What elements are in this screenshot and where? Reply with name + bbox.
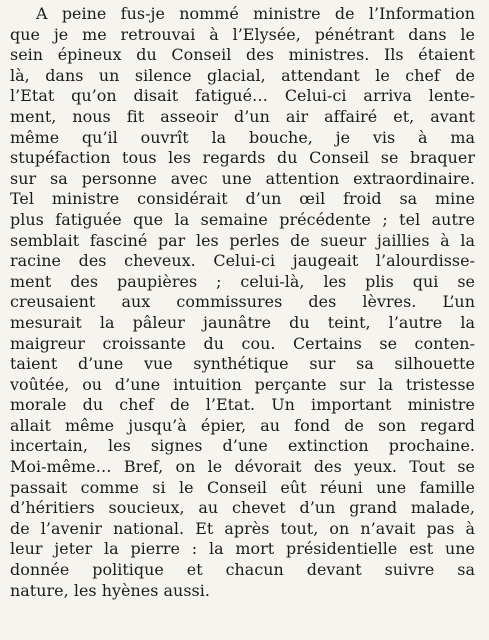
text-line: ment, nous fit asseoir d’un air affairé et, avant [10,106,475,126]
text-line: d’héritiers soucieux, au chevet d’un grand malade, [10,498,475,518]
text-line: maigreur croissante du cou. Certains se conten- [10,333,475,353]
text-line: leur jeter la pierre : la mort présidentielle est une [10,539,475,559]
text-line: creusaient aux commissures des lèvres. L’un [10,292,475,312]
text-line: plus fatiguée que la semaine précédente ; tel autre [10,209,475,229]
text-line: l’Etat qu’on disait fatigué… Celui-ci arriva lente- [10,86,475,106]
text-line: allait même jusqu’à épier, au fond de son regard [10,415,475,435]
text-line: ment des paupières ; celui-là, les plis qui se [10,271,475,291]
text-line: stupéfaction tous les regards du Conseil se braquer [10,148,475,168]
text-line: A peine fus-je nommé ministre de l’Information [36,4,475,23]
text-line: passait comme si le Conseil eût réuni une famille [10,477,475,497]
text-line: là, dans un silence glacial, attendant le chef de [10,65,475,85]
text-line: morale du chef de l’Etat. Un important ministre [10,395,475,415]
text-line: même qu’il ouvrît la bouche, je vis à ma [10,127,475,147]
text-line: incertain, les signes d’une extinction prochaine. [10,436,475,456]
text-line: que je me retrouvai à l’Elysée, pénétrant dans le [10,24,475,44]
text-line: de l’avenir national. Et après tout, on n’avait pas à [10,518,475,538]
text-line: mesurait la pâleur jaunâtre du teint, l’autre la [10,312,475,332]
text-line: nature, les hyènes aussi. [10,580,210,600]
text-line: Tel ministre considérait d’un œil froid sa mine [10,189,475,209]
text-line: voûtée, ou d’une intuition perçante sur la tristesse [10,374,475,394]
text-line: sur sa personne avec une attention extraordinaire. [10,168,475,188]
text-line: donnée politique et chacun devant suivre sa [10,560,475,580]
body-paragraph [10,4,475,601]
text-line: Moi-même… Bref, on le dévorait des yeux. Tout se [10,457,475,477]
text-line: sein épineux du Conseil des ministres. Ils étaient [10,45,475,65]
text-line: taient d’une vue synthétique sur sa silhouette [10,354,475,374]
text-line: racine des cheveux. Celui-ci jaugeait l’alourdisse- [10,251,475,271]
text-line: semblait fasciné par les perles de sueur jaillies à la [10,230,475,250]
